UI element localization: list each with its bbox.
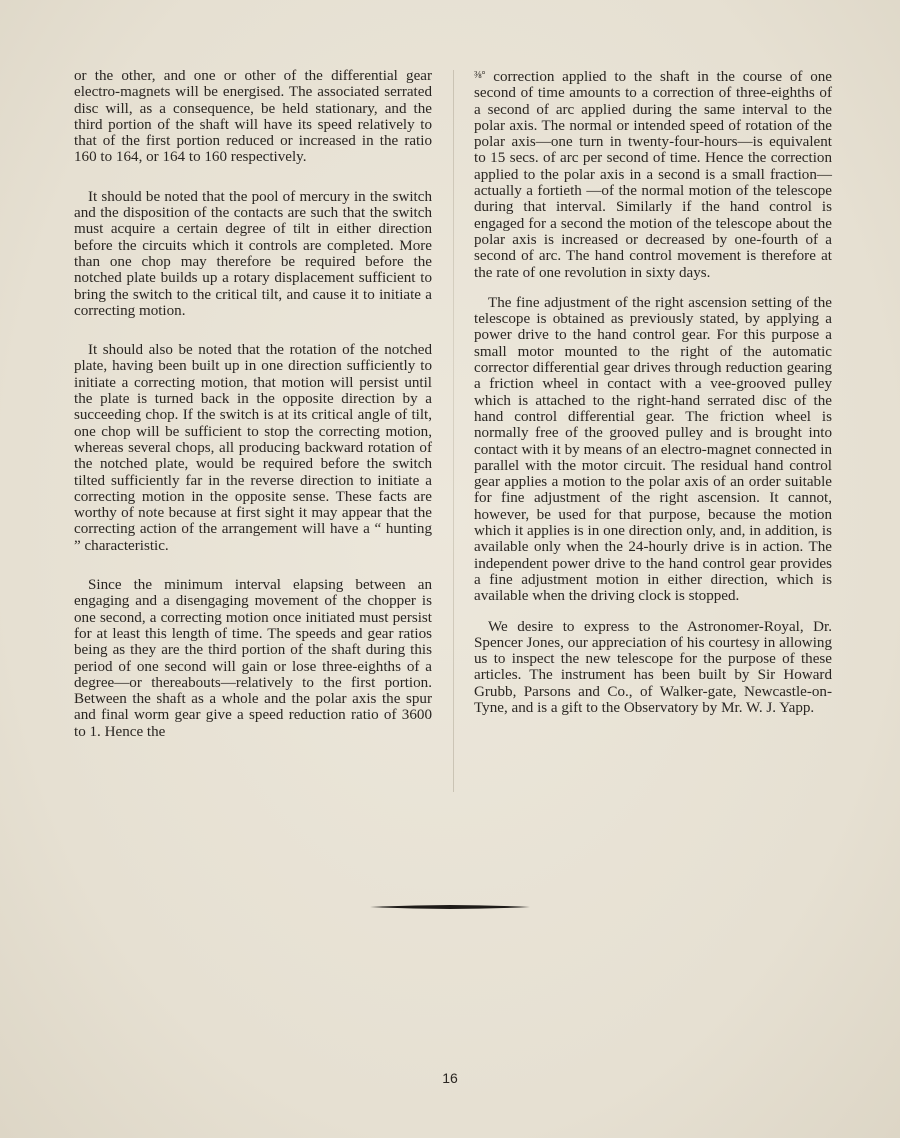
right-paragraph-1-text: correction applied to the shaft in the course of one second of time amounts to a correction of three-eighths of a second of arc applied during the same interval to the polar axis. The normal or intended speed of rotation of the polar axis—one turn in twenty-four-hours—is equivalent to 15 secs. of arc per second of time. Hence the correction applied to the polar axis in a second is a small fraction—actually a fortieth —of the normal motion of the telescope during that interval. Similarly if the hand control is engaged for a second the motion of the telescope about the polar axis is increased or decreased by one-fourth of a second of arc. The hand control movement is therefore at the rate of one revolution in sixty days. — [474, 69, 832, 281]
fraction-three-eighths-degree: ⅜° — [474, 70, 486, 81]
right-paragraph-1 — [474, 68, 832, 281]
left-paragraph-3: It should also be noted that the rotation of the notched plate, having been built up in one direction sufficiently to initiate a correcting motion, that motion will persist until the plate is turned back in the opposite direction by a succeeding chop. If the switch is at its critical angle of tilt, one chop will be sufficient to stop the correcting motion, whereas several chops, all producing backward rotation of the notched plate, would be required before the switch tilted sufficiently far in the reverse direction to initiate a correcting motion in the opposite sense. These facts are worthy of note because at first sight it may appear that the correcting action of the arrangement will have a “ hunting ” characteristic. — [74, 342, 432, 554]
left-paragraph-4: Since the minimum interval elapsing between an engaging and a disengaging movement of the chopper is one second, a correcting motion once initiated must persist for at least this length of time. The speeds and gear ratios being as they are the third portion of the shaft during this period of one second will gain or lose three-eighths of a degree—or thereabouts—relatively to the first portion. Between the shaft as a whole and the polar axis the spur and final worm gear give a speed reduction ratio of 3600 to 1. Hence the — [74, 577, 432, 740]
left-paragraph-1: or the other, and one or other of the differential gear electro-magnets will be energised. The associated serrated disc will, as a consequence, be held stationary, and the third portion of the shaft will have its speed relatively to that of the first portion reduced or increased in the ratio 160 to 164, or 164 to 160 respectively. — [74, 68, 432, 166]
right-paragraph-3: We desire to express to the Astronomer-Royal, Dr. Spencer Jones, our appreciation of his courtesy in allowing us to inspect the new telescope for the purpose of these articles. The instrument has been built by Sir Howard Grubb, Parsons and Co., of Walker-gate, Newcastle-on-Tyne, and is a gift to the Observatory by Mr. W. J. Yapp. — [474, 618, 832, 716]
page-number: 16 — [442, 1070, 458, 1086]
left-column — [74, 68, 432, 740]
left-paragraph-2: It should be noted that the pool of mercury in the switch and the disposition of the contacts are such that the switch must acquire a certain degree of tilt in either direction before the circuits which it controls are completed. More than one chop may therefore be required before the notched plate builds up a rotary displacement sufficient to bring the switch to the critical tilt, and cause it to initiate a correcting motion. — [74, 188, 432, 319]
column-divider — [453, 70, 454, 792]
right-paragraph-2: The fine adjustment of the right ascension setting of the telescope is obtained as previously stated, by applying a power drive to the hand control gear. For this purpose a small motor mounted to the right of the automatic corrector differential gear drives through reduction gearing a friction wheel in contact with a vee-grooved pulley which is attached to the right-hand serrated disc of the hand control differential gear. The friction wheel is normally free of the grooved pulley and is brought into contact with it by means of an electro-magnet connected in parallel with the motor circuit. The residual hand control gear applies a motion to the polar axis of an order suitable for fine adjustment of the right ascension. It cannot, however, be used for that purpose, because the motion which it applies is in one direction only, and, in addition, is available only when the 24-hourly drive is in action. The independent power drive to the hand control gear provides a fine adjustment motion in either direction, which is available when the driving clock is stopped. — [474, 294, 832, 605]
right-column — [474, 68, 832, 716]
end-ornament-rule — [370, 904, 530, 910]
